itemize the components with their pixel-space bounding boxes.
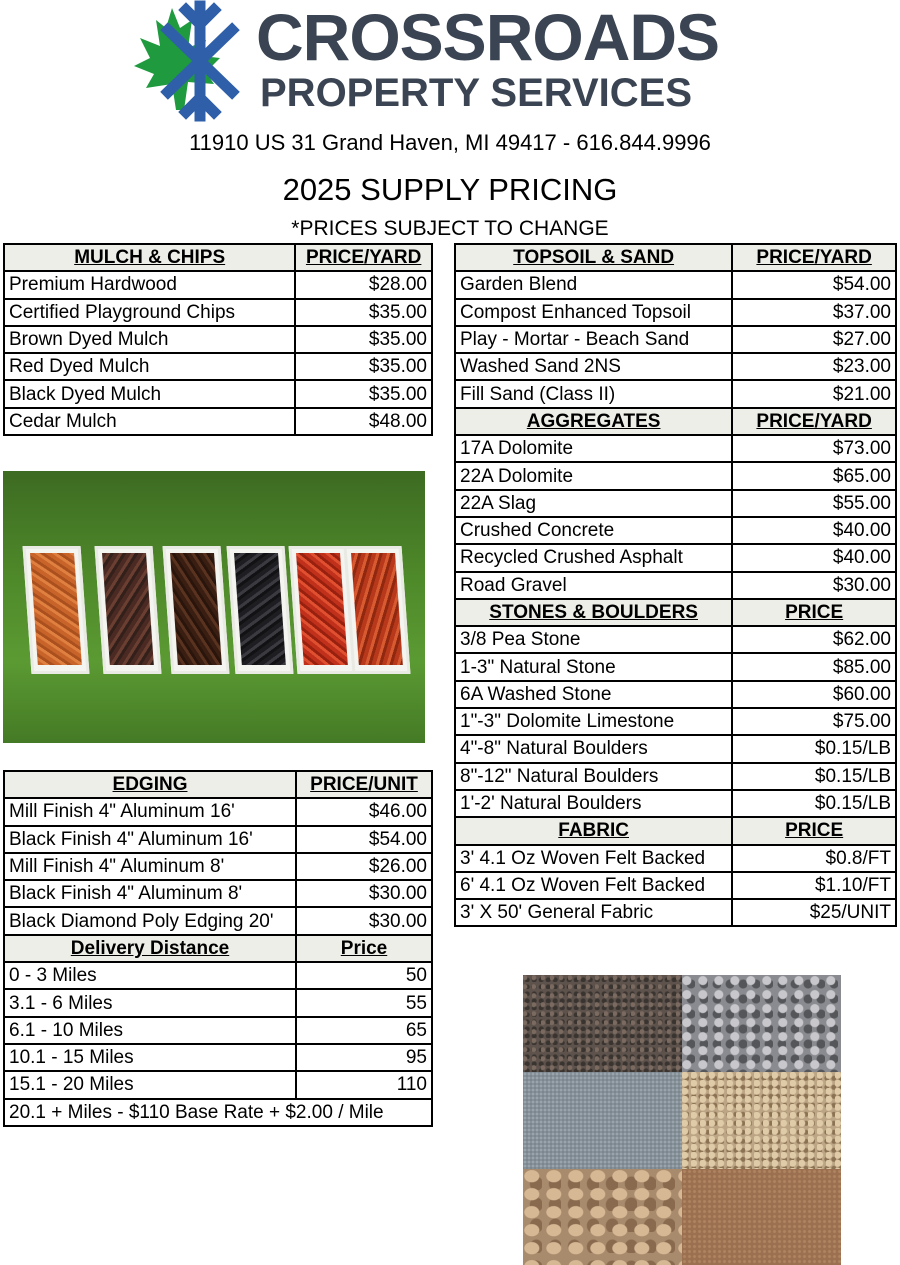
- item-name: 4"-8" Natural Boulders: [455, 735, 732, 762]
- column-header: STONES & BOULDERS: [455, 599, 732, 626]
- table-row: [4, 989, 432, 1016]
- mulch-samples-photo: [3, 471, 425, 743]
- item-price: $0.8/FT: [732, 845, 896, 872]
- item-name: Fill Sand (Class II): [455, 380, 732, 407]
- item-name: 1'-2' Natural Boulders: [455, 790, 732, 817]
- delivery-distance: 0 - 3 Miles: [4, 962, 296, 989]
- delivery-price: 55: [296, 989, 432, 1016]
- table-row: [455, 271, 896, 298]
- table-row: [455, 681, 896, 708]
- item-name: 1"-3" Dolomite Limestone: [455, 708, 732, 735]
- delivery-distance: 3.1 - 6 Miles: [4, 989, 296, 1016]
- item-price: $65.00: [732, 462, 896, 489]
- item-name: Black Diamond Poly Edging 20': [4, 907, 296, 934]
- table-row: [455, 490, 896, 517]
- column-header: PRICE: [732, 817, 896, 844]
- pea-stone-sample: [523, 975, 682, 1072]
- column-header: EDGING: [4, 771, 296, 798]
- item-price: $30.00: [296, 907, 432, 934]
- column-header: Delivery Distance: [4, 935, 296, 962]
- item-price: $35.00: [295, 353, 432, 380]
- item-name: Recycled Crushed Asphalt: [455, 544, 732, 571]
- item-price: $0.15/LB: [732, 735, 896, 762]
- table-row: [4, 1044, 432, 1071]
- sand-sample: [682, 1169, 841, 1265]
- table-row: [455, 299, 896, 326]
- item-name: 22A Slag: [455, 490, 732, 517]
- table-row: [4, 326, 432, 353]
- item-price: $0.15/LB: [732, 763, 896, 790]
- column-header: MULCH & CHIPS: [4, 244, 295, 271]
- table-row: [4, 962, 432, 989]
- column-header: TOPSOIL & SAND: [455, 244, 732, 271]
- column-header: AGGREGATES: [455, 408, 732, 435]
- item-name: Garden Blend: [455, 271, 732, 298]
- item-price: $54.00: [732, 271, 896, 298]
- column-header: Price: [296, 935, 432, 962]
- table-row: [455, 899, 896, 926]
- mulch-tray: [227, 546, 294, 674]
- mulch-tray: [23, 546, 90, 674]
- item-price: $28.00: [295, 271, 432, 298]
- item-price: $73.00: [732, 435, 896, 462]
- item-name: 1-3" Natural Stone: [455, 653, 732, 680]
- table-row: [455, 326, 896, 353]
- item-name: Red Dyed Mulch: [4, 353, 295, 380]
- dolomite-sample: [682, 1072, 841, 1169]
- topsoil-aggregates-stones-fabric-table: [454, 243, 897, 927]
- table-row: [4, 826, 432, 853]
- table-row: [455, 353, 896, 380]
- item-price: $26.00: [296, 853, 432, 880]
- mulch-table: [3, 243, 433, 436]
- delivery-price: 110: [296, 1071, 432, 1098]
- item-price: $0.15/LB: [732, 790, 896, 817]
- delivery-distance: 15.1 - 20 Miles: [4, 1071, 296, 1098]
- table-row: [4, 408, 432, 435]
- item-name: Black Finish 4" Aluminum 16': [4, 826, 296, 853]
- item-price: $75.00: [732, 708, 896, 735]
- item-name: Cedar Mulch: [4, 408, 295, 435]
- table-row: [455, 544, 896, 571]
- column-header: PRICE/YARD: [295, 244, 432, 271]
- table-row: [455, 653, 896, 680]
- item-price: $40.00: [732, 517, 896, 544]
- column-header: PRICE: [732, 599, 896, 626]
- item-price: $60.00: [732, 681, 896, 708]
- price-disclaimer: *PRICES SUBJECT TO CHANGE: [291, 217, 609, 240]
- item-price: $35.00: [295, 326, 432, 353]
- item-price: $62.00: [732, 626, 896, 653]
- mulch-tray: [95, 546, 162, 674]
- table-row: [4, 380, 432, 407]
- table-row: [455, 517, 896, 544]
- item-name: Compost Enhanced Topsoil: [455, 299, 732, 326]
- table-row: [4, 880, 432, 907]
- item-price: $54.00: [296, 826, 432, 853]
- item-price: $21.00: [732, 380, 896, 407]
- item-price: $55.00: [732, 490, 896, 517]
- item-price: $85.00: [732, 653, 896, 680]
- item-name: 3/8 Pea Stone: [455, 626, 732, 653]
- item-name: 6A Washed Stone: [455, 681, 732, 708]
- item-name: Washed Sand 2NS: [455, 353, 732, 380]
- column-header: PRICE/YARD: [732, 244, 896, 271]
- delivery-price: 95: [296, 1044, 432, 1071]
- delivery-distance: 6.1 - 10 Miles: [4, 1017, 296, 1044]
- column-header: PRICE/UNIT: [296, 771, 432, 798]
- delivery-price: 65: [296, 1017, 432, 1044]
- item-price: $23.00: [732, 353, 896, 380]
- item-name: Road Gravel: [455, 572, 732, 599]
- item-name: Mill Finish 4" Aluminum 16': [4, 798, 296, 825]
- item-price: $37.00: [732, 299, 896, 326]
- item-name: Brown Dyed Mulch: [4, 326, 295, 353]
- brand-subname: PROPERTY SERVICES: [260, 71, 692, 115]
- item-price: $48.00: [295, 408, 432, 435]
- item-price: $27.00: [732, 326, 896, 353]
- table-row: [4, 853, 432, 880]
- maple-leaf-snowflake-icon: [110, 0, 240, 122]
- item-price: $1.10/FT: [732, 872, 896, 899]
- item-name: 3' X 50' General Fabric: [455, 899, 732, 926]
- table-row: [4, 798, 432, 825]
- item-price: $40.00: [732, 544, 896, 571]
- item-name: 3' 4.1 Oz Woven Felt Backed: [455, 845, 732, 872]
- delivery-price: 50: [296, 962, 432, 989]
- table-row: [4, 299, 432, 326]
- table-row: [4, 1071, 432, 1098]
- item-price: $35.00: [295, 299, 432, 326]
- item-name: 17A Dolomite: [455, 435, 732, 462]
- page-title: 2025 SUPPLY PRICING: [282, 172, 618, 207]
- mulch-tray: [163, 546, 230, 674]
- table-row: [455, 735, 896, 762]
- table-row: [4, 907, 432, 934]
- slag-sample: [523, 1072, 682, 1169]
- item-name: Play - Mortar - Beach Sand: [455, 326, 732, 353]
- table-row: [455, 380, 896, 407]
- table-row: [455, 572, 896, 599]
- mulch-tray: [344, 546, 411, 674]
- item-name: 8"-12" Natural Boulders: [455, 763, 732, 790]
- table-row: [4, 353, 432, 380]
- item-price: $30.00: [732, 572, 896, 599]
- item-name: Black Finish 4" Aluminum 8': [4, 880, 296, 907]
- table-row: [4, 1099, 432, 1126]
- crushed-stone-sample: [682, 975, 841, 1072]
- table-row: [4, 1017, 432, 1044]
- item-name: Certified Playground Chips: [4, 299, 295, 326]
- item-name: 22A Dolomite: [455, 462, 732, 489]
- item-name: Premium Hardwood: [4, 271, 295, 298]
- edging-delivery-table: [3, 770, 433, 1127]
- table-row: [455, 708, 896, 735]
- item-name: Mill Finish 4" Aluminum 8': [4, 853, 296, 880]
- table-row: [455, 462, 896, 489]
- table-row: [455, 435, 896, 462]
- table-row: [455, 763, 896, 790]
- column-header: PRICE/YARD: [732, 408, 896, 435]
- column-header: FABRIC: [455, 817, 732, 844]
- delivery-distance: 10.1 - 15 Miles: [4, 1044, 296, 1071]
- table-row: [455, 872, 896, 899]
- item-name: 6' 4.1 Oz Woven Felt Backed: [455, 872, 732, 899]
- table-row: [4, 271, 432, 298]
- brand-name: CROSSROADS: [256, 0, 720, 74]
- delivery-extra-rate: 20.1 + Miles - $110 Base Rate + $2.00 / Mile: [4, 1099, 432, 1126]
- natural-stone-sample: [523, 1169, 682, 1265]
- item-name: Black Dyed Mulch: [4, 380, 295, 407]
- company-address: 11910 US 31 Grand Haven, MI 49417 - 616.844.9996: [189, 130, 711, 155]
- item-price: $25/UNIT: [732, 899, 896, 926]
- item-price: $35.00: [295, 380, 432, 407]
- item-name: Crushed Concrete: [455, 517, 732, 544]
- table-row: [455, 845, 896, 872]
- table-row: [455, 790, 896, 817]
- item-price: $46.00: [296, 798, 432, 825]
- table-row: [455, 626, 896, 653]
- item-price: $30.00: [296, 880, 432, 907]
- stone-samples-photo: [523, 975, 841, 1265]
